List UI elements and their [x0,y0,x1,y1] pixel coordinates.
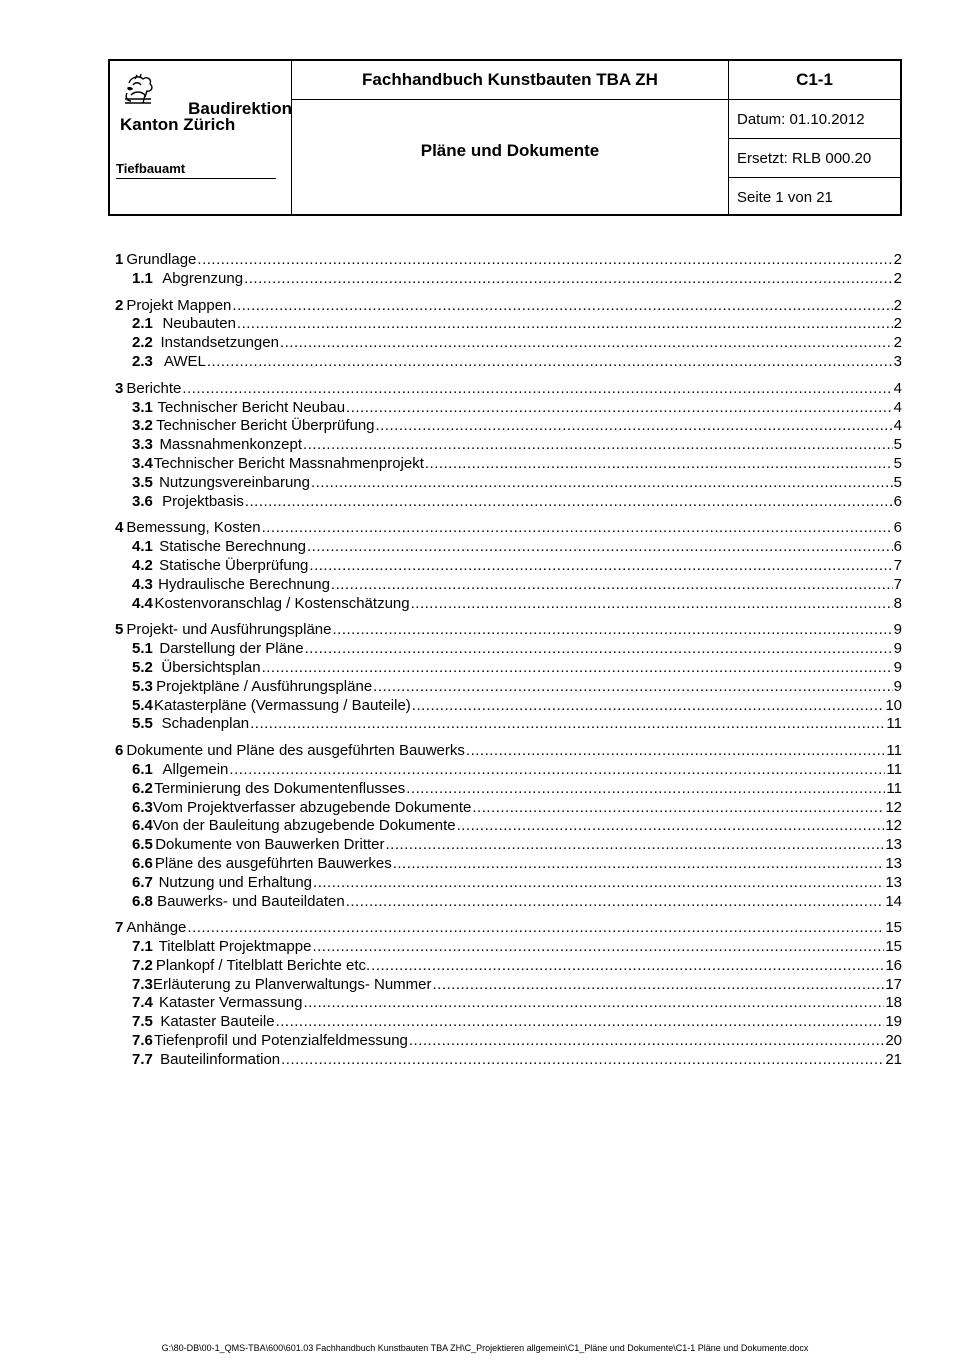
toc-entry-section[interactable] [115,538,902,557]
toc-section-title: Kostenvoranschlag / Kostenschätzung [154,594,410,612]
toc-section-number: 2.3 [132,352,153,370]
toc-entry-section[interactable] [115,799,902,818]
toc-entry-section[interactable] [115,780,902,799]
toc-entry-section[interactable] [115,455,902,474]
toc-section-number: 7.5 [132,1013,153,1031]
toc-section-number: 7.2 [132,956,153,974]
toc-chapter-title: Anhänge [126,919,187,937]
toc-leader-dots [276,1013,885,1032]
toc-leader-dots [376,417,893,436]
toc-leader-dots [207,353,893,372]
toc-section-title: Allgemein [162,760,229,778]
toc-entry-section[interactable] [115,874,902,893]
toc-section-title: Statische Überprüfung [159,556,309,574]
title-cell [292,61,729,214]
toc-section-title: Von der Bauleitung abzugebende Dokumente [152,817,456,835]
document-header [108,59,902,216]
toc-page-number: 5 [893,454,902,472]
toc-leader-dots [182,380,892,399]
toc-leader-dots [245,493,893,512]
toc-section-number: 5.2 [132,658,153,676]
toc-section-number: 4.4 [132,594,153,612]
toc-leader-dots [262,659,893,678]
toc-section-number: 7.4 [132,994,153,1012]
toc-section-number: 3.3 [132,436,153,454]
toc-chapter-title: Projekt Mappen [126,296,232,314]
toc-entry-section[interactable] [115,697,902,716]
toc-section-title: Massnahmenkonzept [159,436,303,454]
toc-section-number: 7.6 [132,1032,153,1050]
toc-page-number: 11 [886,715,902,733]
toc-section-number: 7.3 [132,975,153,993]
toc-leader-dots [373,678,893,697]
toc-leader-dots [425,455,893,474]
toc-section-title: Schadenplan [161,715,250,733]
toc-page-number: 2 [893,251,902,268]
toc-leader-dots [244,270,893,289]
toc-page-number: 5 [893,436,902,454]
toc-section-number: 3.5 [132,473,153,491]
toc-leader-dots [250,715,885,734]
toc-chapter-number: 6 [115,742,124,760]
toc-chapter-number: 2 [115,296,124,314]
toc-page-number: 9 [893,677,902,695]
toc-chapter-title: Bemessung, Kosten [126,519,261,537]
toc-section-number: 2.1 [132,315,153,333]
toc-section-title: Kataster Bauteile [160,1013,275,1031]
toc-section [115,251,902,289]
toc-entry-section[interactable] [115,353,902,372]
toc-leader-dots [280,334,893,353]
toc-page-number: 2 [893,269,902,287]
toc-entry-section[interactable] [115,1032,902,1051]
toc-chapter-number: 7 [115,919,124,937]
toc-leader-dots [237,315,893,334]
toc-entry-section[interactable] [115,493,902,512]
organization-name [120,101,292,133]
toc-section-number: 6.8 [132,892,153,910]
toc-page-number: 7 [893,556,902,574]
toc-entry-section[interactable] [115,817,902,836]
toc-section-number: 7.1 [132,938,153,956]
toc-chapter-number: 3 [115,379,124,397]
toc-entry-section[interactable] [115,576,902,595]
toc-page-number: 12 [885,817,902,835]
toc-section-title: Projektpläne / Ausführungspläne [156,677,373,695]
toc-chapter-title: Grundlage [126,251,197,268]
toc-page-number: 10 [885,696,902,714]
toc-section-number: 4.1 [132,538,153,556]
toc-chapter-title: Berichte [126,379,182,397]
toc-page-number: 2 [893,334,902,352]
toc-page-number: 15 [885,938,902,956]
document-subtitle: Pläne und Dokumente [420,141,600,160]
toc-section-title: Nutzung und Erhaltung [158,873,313,891]
toc-entry-section[interactable] [115,640,902,659]
file-path-footer: G:\80-DB\00-1_QMS-TBA\600\601.03 Fachhandbuch Kunstbauten TBA ZH\C_Projektieren allgemein\C1_Pläne und Dokumente\C1-1 Pläne und Dokumente.docx [161,1343,809,1353]
toc-section [115,380,902,512]
toc-leader-dots [457,817,885,836]
toc-chapter-number: 4 [115,519,124,537]
toc-page-number: 4 [893,379,902,397]
toc-section-title: Darstellung der Pläne [159,640,304,658]
toc-page-number: 14 [885,892,902,910]
toc-section-title: Bauteilinformation [160,1050,281,1068]
toc-leader-dots [406,780,885,799]
toc-leader-dots [466,742,886,761]
toc-entry-chapter[interactable] [115,621,902,640]
toc-leader-dots [262,519,893,538]
department-label: Tiefbauamt [116,161,276,179]
toc-section-number: 6.5 [132,836,153,854]
toc-page-number: 15 [885,919,902,937]
toc-chapter-title: Dokumente und Pläne des ausgeführten Bauwerks [126,742,465,760]
toc-section-title: Hydraulische Berechnung [158,575,330,593]
toc-page-number: 11 [886,760,902,778]
toc-entry-chapter[interactable] [115,919,902,938]
toc-section [115,742,902,911]
toc-leader-dots [229,761,885,780]
toc-leader-dots [432,976,884,995]
toc-leader-dots [346,893,885,912]
toc-page-number: 9 [893,621,902,639]
toc-leader-dots [393,855,885,874]
toc-section-title: Nutzungsvereinbarung [159,473,310,491]
org-name-line1: Baudirektion [188,99,292,118]
toc-section-title: AWEL [163,352,206,370]
toc-section-number: 6.6 [132,854,153,872]
toc-section-title: Technischer Bericht Überprüfung [156,417,375,435]
toc-page-number: 21 [885,1050,902,1068]
toc-entry-section[interactable] [115,938,902,957]
toc-entry-section[interactable] [115,678,902,697]
toc-entry-section[interactable] [115,270,902,289]
toc-leader-dots [281,1051,884,1070]
toc-page-number: 3 [893,352,902,370]
toc-section-title: Technischer Bericht Massnahmenprojekt [153,454,424,472]
toc-leader-dots [305,640,893,659]
logo-cell [110,61,292,214]
toc-entry-section[interactable] [115,659,902,678]
toc-section-title: Dokumente von Bauwerken Dritter [155,836,385,854]
toc-leader-dots [312,938,884,957]
toc-leader-dots [232,297,892,316]
toc-section-number: 6.4 [132,817,153,835]
toc-section-number: 6.7 [132,873,153,891]
toc-leader-dots [371,957,884,976]
toc-section-title: Statische Berechnung [159,538,307,556]
toc-entry-section[interactable] [115,474,902,493]
toc-entry-section[interactable] [115,436,902,455]
toc-section-title: Abgrenzung [162,269,244,287]
toc-chapter-title: Projekt- und Ausführungspläne [126,621,332,639]
toc-section-number: 5.1 [132,640,153,658]
toc-page-number: 12 [885,798,902,816]
toc-section-title: Technischer Bericht Neubau [157,398,346,416]
toc-leader-dots [409,1032,884,1051]
toc-page-number: 6 [893,538,902,556]
toc-page-number: 4 [893,398,902,416]
toc-leader-dots [311,474,893,493]
toc-page-number: 9 [893,658,902,676]
toc-page-number: 2 [893,296,902,314]
toc-section-title: Terminierung des Dokumentenflusses [154,779,406,797]
toc-section-number: 6.1 [132,760,153,778]
toc-entry-section[interactable] [115,417,902,436]
toc-page-number: 7 [893,575,902,593]
toc-section-title: Kataster Vermassung [159,994,303,1012]
toc-chapter-number: 1 [115,251,124,268]
canton-logo [118,71,292,141]
toc-entry-section[interactable] [115,836,902,855]
toc-entry-chapter[interactable] [115,251,902,270]
toc-page-number: 4 [893,417,902,435]
meta-cell [729,61,900,214]
toc-page-number: 13 [885,873,902,891]
toc-section-title: Übersichtsplan [161,658,261,676]
toc-entry-section[interactable] [115,994,902,1013]
toc-section-number: 4.3 [132,575,153,593]
toc-section-number: 5.3 [132,677,153,695]
toc-section-title: Bauwerks- und Bauteildaten [157,892,345,910]
toc-leader-dots [472,799,884,818]
toc-section [115,297,902,372]
toc-leader-dots [412,697,885,716]
toc-entry-section[interactable] [115,334,902,353]
toc-section-number: 3.6 [132,492,153,510]
toc-section-title: Titelblatt Projektmappe [158,938,312,956]
toc-page-number: 6 [893,492,902,510]
document-replaces: Ersetzt: RLB 000.20 [729,139,900,178]
toc-section-title: Plankopf / Titelblatt Berichte etc. [155,956,371,974]
toc-entry-section[interactable] [115,976,902,995]
toc-entry-chapter[interactable] [115,519,902,538]
toc-section-title: Neubauten [162,315,236,333]
toc-section-title: Pläne des ausgeführten Bauwerkes [154,854,392,872]
handbook-title: Fachhandbuch Kunstbauten TBA ZH [292,61,728,100]
toc-page-number: 13 [885,836,902,854]
toc-page-number: 18 [885,994,902,1012]
toc-page-number: 11 [886,742,902,760]
toc-section-number: 5.5 [132,715,153,733]
toc-entry-section[interactable] [115,557,902,576]
toc-leader-dots [332,621,892,640]
toc-leader-dots [346,399,893,418]
toc-leader-dots [197,251,892,270]
toc-section-number: 2.2 [132,334,153,352]
toc-leader-dots [303,436,893,455]
toc-leader-dots [386,836,885,855]
toc-page-number: 20 [885,1032,902,1050]
toc-entry-section[interactable] [115,1051,902,1070]
toc-entry-section[interactable] [115,1013,902,1032]
toc-section-number: 4.2 [132,556,153,574]
toc-section-title: Katasterpläne (Vermassung / Bauteile) [153,696,411,714]
page-indicator: Seite 1 von 21 [737,188,833,206]
toc-entry-section[interactable] [115,855,902,874]
toc-section-title: Instandsetzungen [160,334,279,352]
toc-page-number: 8 [893,594,902,612]
toc-section-number: 3.2 [132,417,153,435]
toc-page-number: 9 [893,640,902,658]
toc-section-title: Tiefenprofil und Potenzialfeldmessung [154,1032,408,1050]
toc-leader-dots [313,874,884,893]
toc-page-number: 6 [893,519,902,537]
toc-leader-dots [187,919,884,938]
org-name-line2: Kanton Zürich [120,115,236,134]
toc-entry-section[interactable] [115,399,902,418]
toc-entry-chapter[interactable] [115,380,902,399]
toc-entry-section[interactable] [115,715,902,734]
toc-entry-section[interactable] [115,893,902,912]
toc-entry-section[interactable] [115,957,902,976]
toc-page-number: 17 [885,975,902,993]
toc-entry-section[interactable] [115,595,902,614]
toc-page-number: 19 [885,1013,902,1031]
toc-entry-chapter[interactable] [115,297,902,316]
toc-leader-dots [309,557,892,576]
toc-section-number: 5.4 [132,696,153,714]
toc-section-number: 3.4 [132,454,153,472]
toc-section [115,519,902,613]
toc-page-number: 16 [885,956,902,974]
toc-page-number: 5 [893,473,902,491]
toc-section-number: 7.7 [132,1050,153,1068]
toc-entry-section[interactable] [115,315,902,334]
toc-page-number: 2 [893,315,902,333]
toc-section-number: 3.1 [132,398,153,416]
toc-entry-section[interactable] [115,761,902,780]
toc-section-title: Vom Projektverfasser abzugebende Dokumente [152,798,472,816]
toc-section-number: 6.3 [132,798,153,816]
toc-page-number: 11 [886,779,902,797]
toc-section-number: 6.2 [132,779,153,797]
toc-section-title: Erläuterung zu Planverwaltungs- Nummer [153,975,432,993]
toc-section-title: Projektbasis [162,492,244,510]
document-date: Datum: 01.10.2012 [729,100,900,139]
document-code: C1-1 [729,61,900,100]
toc-leader-dots [307,538,893,557]
toc-chapter-number: 5 [115,621,124,639]
table-of-contents [115,251,902,1078]
toc-entry-chapter[interactable] [115,742,902,761]
toc-section [115,621,902,734]
toc-section-number: 1.1 [132,269,153,287]
toc-leader-dots [411,595,893,614]
toc-section [115,919,902,1069]
toc-leader-dots [303,994,884,1013]
toc-page-number: 13 [885,854,902,872]
toc-leader-dots [331,576,893,595]
